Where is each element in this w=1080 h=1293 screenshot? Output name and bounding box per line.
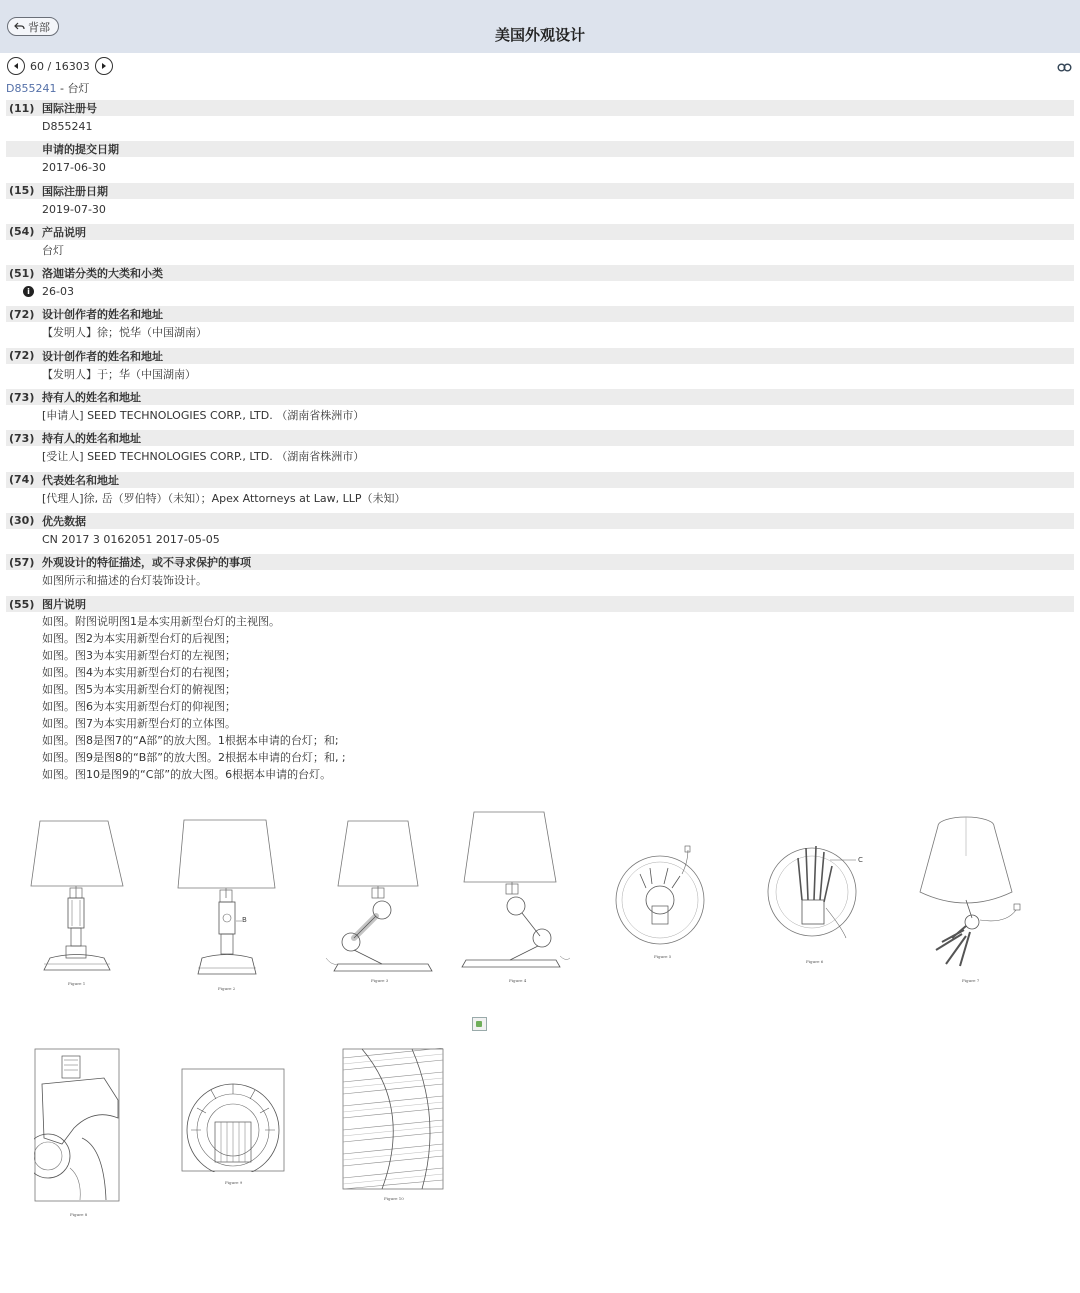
field-value: [代理人]徐, 岳（罗伯特）（未知）；Apex Attorneys at Law, LLP（未知） — [42, 491, 406, 505]
record-position: 60 / 16303 — [30, 59, 90, 73]
figure-7-drawing[interactable] — [916, 814, 1028, 976]
field-label: 优先数据 — [42, 514, 86, 528]
field-representative — [6, 472, 1074, 513]
prev-record-button[interactable] — [7, 57, 25, 75]
field-priority-data — [6, 513, 1074, 554]
field-designer-1 — [6, 306, 1074, 347]
field-code: (11) — [9, 101, 35, 115]
field-code: (15) — [9, 184, 35, 198]
triangle-right-icon — [100, 62, 108, 70]
field-code: (55) — [9, 597, 35, 611]
field-label: 持有人的姓名和地址 — [42, 432, 141, 446]
field-label: 外观设计的特征描述，或不寻求保护的事项 — [42, 556, 251, 570]
back-button-label: 背部 — [28, 20, 50, 34]
field-label: 洛迦诺分类的大类和小类 — [42, 267, 163, 281]
record-title-separator: - — [56, 82, 68, 95]
record-id-link[interactable]: D855241 — [6, 82, 57, 95]
figure-10-drawing[interactable] — [342, 1048, 444, 1190]
locarno-class-value: 26-03 — [42, 285, 74, 299]
figure-1-drawing[interactable] — [28, 818, 126, 978]
field-holder-1 — [6, 389, 1074, 430]
figure-2-caption: Figure 2 — [218, 986, 236, 991]
field-code: (72) — [9, 349, 35, 363]
description-line: 如图。图4为本实用新型台灯的右视图； — [42, 666, 236, 679]
figure-5-drawing[interactable] — [612, 844, 712, 948]
field-registration-number — [6, 100, 1074, 141]
field-label: 国际注册号 — [42, 102, 97, 115]
field-code: (30) — [9, 514, 35, 528]
figure-3-drawing[interactable] — [324, 818, 434, 976]
field-code: (54) — [9, 225, 35, 239]
field-label: 设计创作者的姓名和地址 — [42, 349, 163, 363]
description-line: 如图。图5为本实用新型台灯的俯视图； — [42, 683, 236, 696]
figure-4-caption: Figure 4 — [509, 978, 527, 983]
field-holder-2 — [6, 430, 1074, 471]
field-value: [受让人] SEED TECHNOLOGIES CORP., LTD. （湖南省株洲市） — [42, 450, 365, 464]
description-line: 如图。图10是图9的“C部”的放大图。6根据本申请的台灯。 — [42, 768, 332, 781]
figure-6-caption: Figure 6 — [806, 959, 824, 964]
field-label: 持有人的姓名和地址 — [42, 391, 141, 405]
figure-5-caption: Figure 5 — [654, 954, 672, 959]
field-value: 【发明人】于；华（中国湖南） — [42, 367, 196, 381]
record-name: 台灯 — [67, 82, 90, 95]
field-filing-date — [6, 141, 1074, 182]
field-locarno-class — [6, 265, 1074, 306]
permalink-button[interactable] — [1057, 62, 1072, 75]
field-figure-description — [6, 596, 1074, 783]
figure-4-drawing[interactable] — [460, 810, 572, 972]
field-designer-2 — [6, 348, 1074, 389]
description-line: 如图。图3为本实用新型台灯的左视图； — [42, 649, 236, 662]
field-code: (73) — [9, 431, 35, 445]
figure-description-lines — [6, 612, 1074, 783]
app-header — [0, 0, 1080, 53]
field-value: 台灯 — [42, 243, 64, 257]
field-label: 申请的提交日期 — [42, 143, 119, 157]
field-value: 2019-07-30 — [42, 202, 106, 216]
field-code: (51) — [9, 266, 35, 280]
field-registration-date — [6, 183, 1074, 224]
bibliographic-fields — [6, 100, 1074, 596]
description-line: 如图。图2为本实用新型台灯的后视图； — [42, 632, 236, 645]
field-label: 图片说明 — [42, 598, 86, 611]
field-code: (72) — [9, 307, 35, 321]
info-icon[interactable]: i — [23, 286, 34, 297]
field-label: 国际注册日期 — [42, 184, 108, 198]
triangle-left-icon — [12, 62, 20, 70]
field-value: 2017-06-30 — [42, 161, 106, 175]
figure-10-caption: Figure 10 — [384, 1196, 404, 1201]
field-label: 代表姓名和地址 — [42, 473, 119, 487]
figure-3-caption: Figure 3 — [371, 978, 389, 983]
broken-image-placeholder — [472, 1017, 487, 1031]
figure-8-caption: Figure 8 — [70, 1212, 88, 1217]
figure-6-drawing[interactable] — [764, 838, 874, 950]
field-value: 如图所示和描述的台灯装饰设计。 — [42, 574, 207, 588]
figure-6-marker: C — [858, 856, 863, 864]
description-line: 如图。图6为本实用新型台灯的仰视图； — [42, 700, 236, 713]
record-title — [6, 80, 89, 96]
field-value — [6, 281, 1074, 303]
field-label: 设计创作者的姓名和地址 — [42, 308, 163, 322]
figure-9-caption: Figure 9 — [225, 1180, 243, 1185]
description-line: 如图。图8是图7的“A部”的放大图。1根据本申请的台灯；和; — [42, 734, 339, 747]
field-product-description — [6, 224, 1074, 265]
record-pager — [7, 57, 113, 75]
link-icon — [1057, 63, 1072, 72]
field-code: (74) — [9, 473, 35, 487]
field-label: 产品说明 — [42, 225, 86, 239]
field-value: CN 2017 3 0162051 2017-05-05 — [42, 532, 220, 546]
figure-7-caption: Figure 7 — [962, 978, 980, 983]
figure-2-drawing[interactable] — [176, 818, 278, 980]
description-line: 如图。附图说明图1是本实用新型台灯的主视图。 — [42, 615, 280, 628]
page-title: 美国外观设计 — [494, 26, 585, 44]
description-line: 如图。图9是图8的“B部”的放大图。2根据本申请的台灯；和, ; — [42, 751, 346, 764]
field-code: (57) — [9, 555, 35, 569]
figure-8-drawing[interactable] — [34, 1048, 120, 1202]
figure-2-marker: B — [242, 916, 247, 924]
figure-9-drawing[interactable] — [181, 1068, 285, 1172]
field-code: (73) — [9, 390, 35, 404]
next-record-button[interactable] — [95, 57, 113, 75]
field-value: D855241 — [42, 120, 93, 133]
figure-1-caption: Figure 1 — [68, 981, 86, 986]
field-value: [申请人] SEED TECHNOLOGIES CORP., LTD. （湖南省株洲市） — [42, 409, 365, 423]
description-line: 如图。图7为本实用新型台灯的立体图。 — [42, 717, 236, 730]
field-design-features — [6, 554, 1074, 595]
field-value: 【发明人】徐；悦华（中国湖南） — [42, 326, 207, 340]
